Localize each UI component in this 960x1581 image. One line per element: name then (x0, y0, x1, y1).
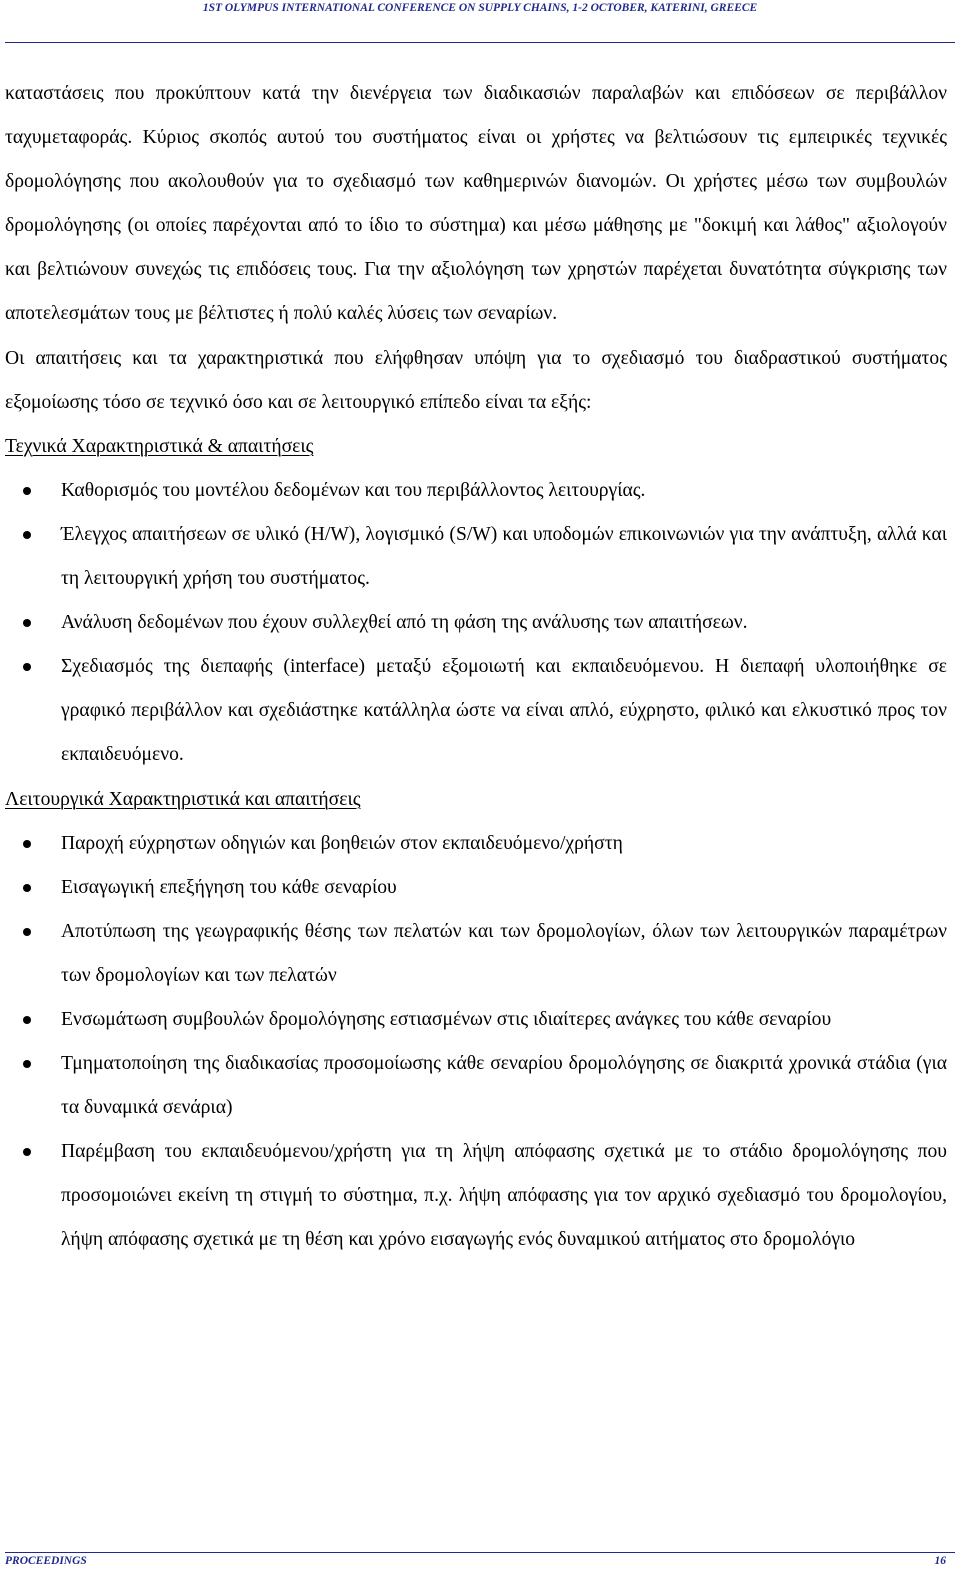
list-item (5, 998, 947, 1042)
list-item (5, 601, 947, 645)
list-item (5, 866, 947, 910)
list-item-text: Σχεδιασμός της διεπαφής (interface) μεταξύ εξομοιωτή και εκπαιδευόμενου. Η διεπαφή υλοποιήθηκε σε γραφικό περιβάλλον και σχεδιάστηκε κατάλληλα ώστε να είναι απλό, εύχρηστο, φιλικό και ελκυστικό προς τον εκπαιδευόμενο. (61, 656, 947, 766)
functional-list (5, 822, 947, 1263)
bullet-icon (23, 928, 31, 936)
bullet-icon (23, 663, 31, 671)
footer-divider (5, 1552, 955, 1553)
footer-label: PROCEEDINGS (5, 1555, 87, 1567)
technical-list (5, 469, 947, 778)
page-body (5, 72, 947, 1263)
page-number: 16 (934, 1555, 946, 1567)
bullet-icon (23, 531, 31, 539)
list-item-text: Ενσωμάτωση συμβουλών δρομολόγησης εστιασμένων στις ιδιαίτερες ανάγκες του κάθε σεναρίου (61, 1008, 832, 1030)
list-item-text: Εισαγωγική επεξήγηση του κάθε σεναρίου (61, 876, 397, 898)
technical-heading: Τεχνικά Χαρακτηριστικά & απαιτήσεις (5, 435, 314, 457)
list-item (5, 1130, 947, 1262)
page-header (0, 0, 960, 44)
list-item (5, 910, 947, 998)
bullet-icon (23, 884, 31, 892)
conference-title: 1ST OLYMPUS INTERNATIONAL CONFERENCE ON SUPPLY CHAINS, 1-2 OCTOBER, KATERINI, GREECE (202, 2, 758, 14)
bullet-icon (23, 840, 31, 848)
header-divider (5, 42, 955, 43)
bullet-icon (23, 619, 31, 627)
list-item (5, 822, 947, 866)
list-item-text: Καθορισμός του μοντέλου δεδομένων και του περιβάλλοντος λειτουργίας. (61, 479, 646, 501)
list-item (5, 1042, 947, 1130)
bullet-icon (23, 1060, 31, 1068)
list-item (5, 469, 947, 513)
functional-heading: Λειτουργικά Χαρακτηριστικά και απαιτήσεις (5, 788, 361, 810)
list-item-text: Τμηματοποίηση της διαδικασίας προσομοίωσης κάθε σεναρίου δρομολόγησης σε διακριτά χρονικά στάδια (για τα δυναμικά σενάρια) (61, 1053, 947, 1119)
list-item-text: Έλεγχος απαιτήσεων σε υλικό (H/W), λογισμικό (S/W) και υποδομών επικοινωνιών για την ανάπτυξη, αλλά και τη λειτουργική χρήση του συστήματος. (61, 523, 947, 590)
bullet-icon (23, 1148, 31, 1156)
page-footer (0, 1548, 960, 1581)
bullet-icon (23, 487, 31, 495)
list-item (5, 513, 947, 601)
list-item-text: Παροχή εύχρηστων οδηγιών και βοηθειών στον εκπαιδευόμενο/χρήστη (61, 832, 623, 854)
intro-paragraph: καταστάσεις που προκύπτουν κατά την διενέργεια των διαδικασιών παραλαβών και επιδόσεων σε περιβάλλον ταχυμεταφοράς. Κύριος σκοπός αυτού του συστήματος είναι οι χρήστες να βελτιώσουν τις εμπειρικές τεχνικές δρομολόγησης που ακολουθούν για το σχεδιασμό των καθημερινών διανομών. Οι χρήστες μέσω των συμβουλών δρομολόγησης (οι οποίες παρέχονται από το ίδιο το σύστημα) και μέσω μάθησης με "δοκιμή και λάθος" αξιολογούν και βελτιώνουν συνεχώς τις επιδόσεις τους. Για την αξιολόγηση των χρηστών παρέχεται δυνατότητα σύγκρισης των αποτελεσμάτων τους με βέλτιστες ή πολύ καλές λύσεις των σεναρίων. (5, 83, 947, 325)
list-item (5, 645, 947, 777)
list-item-text: Ανάλυση δεδομένων που έχουν συλλεχθεί από τη φάση της ανάλυσης των απαιτήσεων. (61, 612, 748, 634)
bullet-icon (23, 1016, 31, 1024)
list-item-text: Παρέμβαση του εκπαιδευόμενου/χρήστη για τη λήψη απόφασης σχετικά με το στάδιο δρομολόγησης που προσομοιώνει εκείνη τη στιγμή το σύστημα, π.χ. λήψη απόφασης για τον αρχικό σχεδιασμό του δρομολογίου, λήψη απόφασης σχετικά με τη θέση και χρόνο εισαγωγής ενός δυναμικού αιτήματος στο δρομολόγιο (61, 1141, 947, 1251)
list-item-text: Αποτύπωση της γεωγραφικής θέσης των πελατών και των δρομολογίων, όλων των λειτουργικών παραμέτρων των δρομολογίων και των πελατών (61, 920, 947, 986)
requirements-paragraph: Οι απαιτήσεις και τα χαρακτηριστικά που ελήφθησαν υπόψη για το σχεδιασμό του διαδραστικού συστήματος εξομοίωσης τόσο σε τεχνικό όσο και σε λειτουργικό επίπεδο είναι τα εξής: (5, 347, 947, 413)
